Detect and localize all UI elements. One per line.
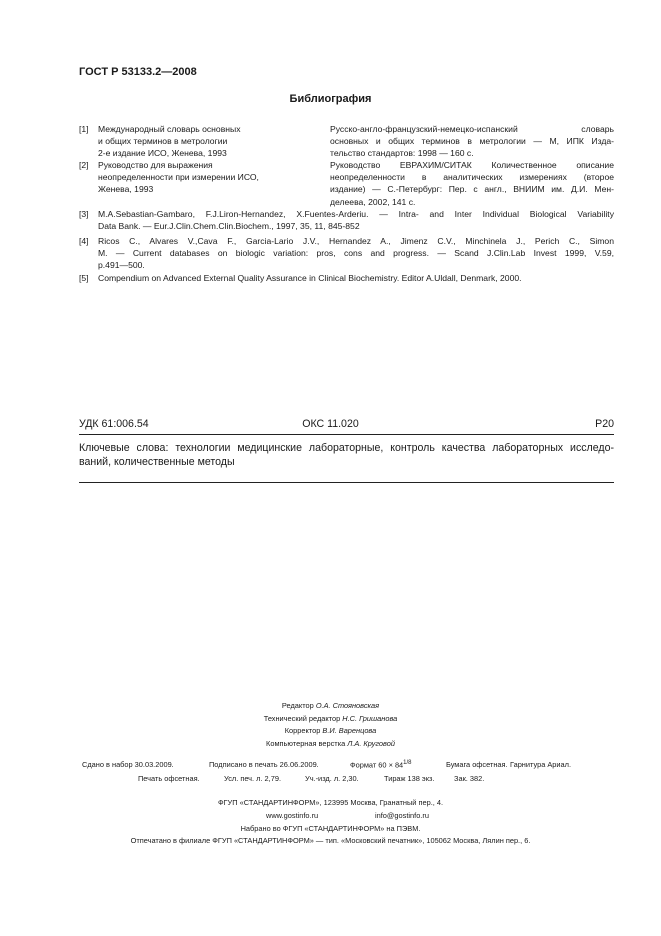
- typeface: Гарнитура Ариал.: [510, 760, 572, 769]
- print-method: Печать офсетная.: [138, 774, 200, 783]
- print-sheets: Усл. печ. л. 2,79.: [224, 774, 281, 783]
- publisher-website: www.gostinfo.ru: [266, 811, 319, 820]
- ref-original-title: Международный словарь основных и общих терминов в метрологии 2-е издание ИСО, Женева, 1993: [98, 124, 241, 159]
- print-run: Тираж 138 экз.: [384, 774, 435, 783]
- ref-original-title: Руководство для выражения неопределенности при измерении ИСО, Женева, 1993: [98, 160, 259, 195]
- paper-format: Формат $60 \times 84^{1/8}$: [350, 760, 412, 770]
- ref-russian-edition: Русско-англо-французский-немецко-испанский словарь основных и общих терминов в метрологии — М, ИПК Изда- тельство стандартов: 1998 — 160 с.: [330, 124, 614, 159]
- editorial-staff: [0, 700, 661, 750]
- paper-type: Бумага офсетная.: [446, 760, 508, 769]
- ref-entry: M.A.Sebastian-Gambaro, F.J.Liron-Hernandez, X.Fuentes-Arderiu. — Intra- and Inter Individual Biological Variability Data Bank. — Eur.J.Clin.Chem.Clin.Biochem., 1997, 35, 11, 845-852: [98, 209, 614, 232]
- bibliography-title: Библиография: [289, 93, 372, 105]
- publisher-address: ФГУП «СТАНДАРТИНФОРМ», 123995 Москва, Гранатный пер., 4.: [217, 798, 444, 807]
- oks-code: ОКС 11.020: [302, 418, 359, 430]
- ref-russian-edition: Руководство ЕВРАХИМ/СИТАК Количественное описание неопределенности в аналитических измерениях (второе издание) — С.-Петербург: Пер. с англ., ВНИИМ им. Д.И. Мен- делеева, 2002, 141 с.: [330, 160, 614, 207]
- staff-editor: Редактор О.А. Стояновская: [281, 701, 380, 710]
- signed-date: Подписано в печать 26.06.2009.: [209, 760, 319, 769]
- staff-layout: Компьютерная верстка Л.А. Круговой: [266, 738, 395, 748]
- ref-number: [5]: [79, 273, 89, 283]
- publisher-email: info@gostinfo.ru: [375, 811, 429, 820]
- classifier-code: Р20: [595, 418, 614, 430]
- document-code-header: ГОСТ Р 53133.2—2008: [79, 66, 197, 78]
- ref-number: [4]: [79, 236, 89, 246]
- divider-bottom: [79, 482, 614, 483]
- ref-number: [1]: [79, 124, 89, 134]
- ref-entry: Compendium on Advanced External Quality Assurance in Clinical Biochemistry. Editor A.Uldall, Denmark, 2000.: [98, 273, 522, 283]
- ref-number: [3]: [79, 209, 89, 219]
- staff-proofreader: Корректор В.И. Варенцова: [284, 726, 377, 735]
- staff-tech-editor: Технический редактор Н.С. Гришанова: [263, 713, 398, 723]
- order-number: Зак. 382.: [454, 774, 485, 783]
- udc-code: УДК 61:006.54: [79, 418, 149, 430]
- divider-top: [79, 434, 614, 435]
- keywords: Ключевые слова: технологии медицинские лабораторные, контроль качества лабораторных исследо- ваний, количественные методы: [79, 442, 614, 468]
- ref-number: [2]: [79, 160, 89, 170]
- typeset-note: Набрано во ФГУП «СТАНДАРТИНФОРМ» на ПЭВМ.: [240, 824, 421, 833]
- typeset-date: Сдано в набор 30.03.2009.: [82, 760, 174, 769]
- ref-entry: Ricos C., Alvares V.,Cava F., Garcia-Lario J.V., Hernandez A., Jimenz C.V., Minchinela J., Perich C., Simon M. — Current databases on biologic variation: pros, cons and progress. — Scand J.Clin.Lab Invest 1999, V.59, p.491—500.: [98, 236, 614, 271]
- publishing-sheets: Уч.-изд. л. 2,30.: [305, 774, 359, 783]
- bibliography-list: [0, 0, 661, 320]
- printer-note: Отпечатано в филиале ФГУП «СТАНДАРТИНФОРМ» — тип. «Московский печатник», 105062 Москва, Лялин пер., 6.: [130, 836, 531, 845]
